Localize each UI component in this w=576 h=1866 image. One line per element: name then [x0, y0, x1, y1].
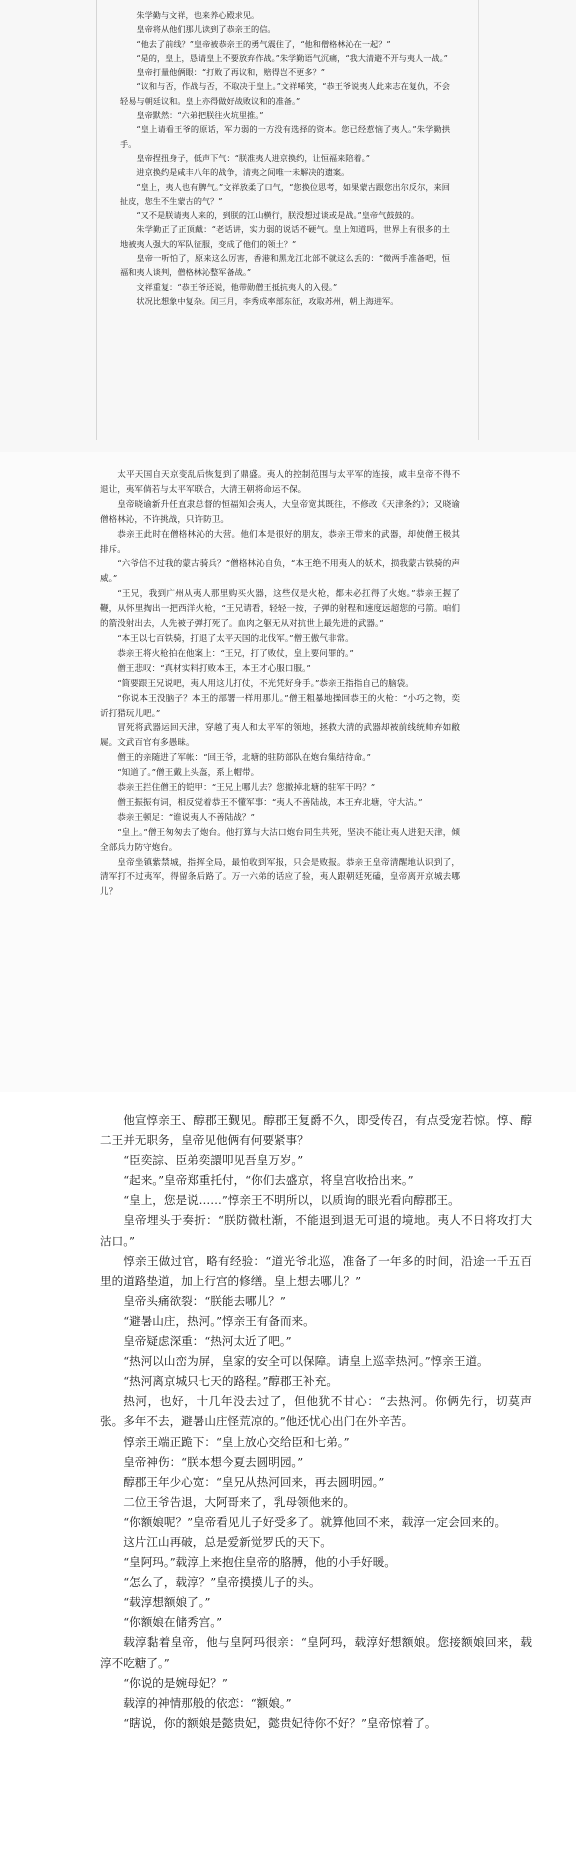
- page-edge-line: [478, 0, 479, 440]
- paragraph: 醇郡王年少心宽：“皇兄从热河回来，再去圆明园。”: [123, 1474, 385, 1489]
- paragraph: “热河以山峦为屏，皇家的安全可以保障。请皇上巡幸热河。”惇亲王道。: [123, 1354, 489, 1369]
- paragraph: 僧王悲叹：“真材实料打败本王，本王才心服口服。”: [117, 663, 311, 674]
- page-text-column: [100, 468, 460, 900]
- page-fold-line: [96, 0, 97, 440]
- paragraph: 皇帝疑虑深重：“热河太近了吧。”: [123, 1334, 292, 1349]
- paragraph: “臣奕誴、臣弟奕譞叩见吾皇万岁。”: [123, 1153, 304, 1168]
- page-text-column: [120, 8, 450, 308]
- paragraph: “简要跟王兄说吧，夷人用这儿打仗，不光凭好身手。”恭亲王指指自己的脑袋。: [117, 678, 414, 689]
- paragraph: “皇上请看王爷的原话，军力弱的一方没有选择的资本。您已经惹恼了夷人。”朱学勤拱手。: [120, 124, 450, 149]
- paragraph: “皇上，您是说……”惇亲王不明所以，以质询的眼光看向醇郡王。: [123, 1193, 460, 1208]
- paragraph: 冒死将武器运回天津，穿越了夷人和太平军的领地，拯救大清的武器却被前线统帅弃如敝屣。文武百官有多愚昧。: [100, 723, 460, 749]
- paragraph: “避暑山庄，热河。”惇亲王有备而来。: [123, 1313, 315, 1328]
- paragraph: 皇帝晓谕新升任直隶总督的恒福知会夷人，大皇帝宽其既往，不修改《天津条约》；又晓谕僧格林沁，不许挑战，只许防卫。: [100, 499, 460, 525]
- paragraph: 僧王振振有词，相反觉着恭王不懂军事：“夷人不善陆战，本王弃北塘，守大沽。”: [117, 797, 423, 808]
- paragraph: “皇上，夷人也有脾气。”文祥放柔了口气，“您换位思考，如果蒙古跟您出尔反尔，来回扯皮，您生不生蒙古的气？”: [120, 181, 450, 206]
- paragraph: 文祥重复：“恭王爷还说，他带勋僧王抵抗夷人的入侵。”: [136, 281, 338, 292]
- paragraph: 皇帝头痛欲裂：“朕能去哪儿？”: [123, 1293, 286, 1308]
- paragraph: 皇帝坐镇紫禁城，指挥全局，最怕收到军报，只会是败报。恭亲王皇帝清醒地认识到了，清军打不过夷军，得留条后路了。万一六弟的话应了验，夷人跟朝廷死磕，皇帝离开京城去哪儿？: [100, 857, 460, 898]
- paragraph: “皇上。”僧王匆匆去了炮台。他打算与大沽口炮台同生共死，坚决不能让夷人进犯天津，倾全部兵力防守炮台。: [100, 827, 460, 853]
- paragraph: 皇帝埋头于奏折：“朕防微杜渐，不能退到退无可退的境地。夷人不日将攻打大沽口。”: [100, 1213, 532, 1248]
- paragraph: 恭亲王顿足：“谁说夷人不善陆战？”: [117, 812, 255, 823]
- paragraph: 这片江山再破，总是爱新觉罗氏的天下。: [123, 1534, 332, 1549]
- paragraph: “六爷信不过我的蒙古骑兵？”僧格林沁自负，“本王绝不用夷人的妖术，损我蒙古铁骑的声威。”: [100, 559, 460, 585]
- paragraph: “载淳想额娘了。”: [123, 1595, 211, 1610]
- paragraph: “怎么了，载淳？”皇帝摸摸儿子的头。: [123, 1575, 321, 1590]
- paragraph: “你额娘呢？”皇帝看见儿子好受多了。就算他回不来，载淳一定会回来的。: [123, 1514, 507, 1529]
- paragraph: 恭亲王拦住僧王的铠甲：“王兄上哪儿去？您撤掉北塘的驻军干吗？”: [117, 783, 376, 794]
- paragraph: “他去了前线？”皇帝被恭亲王的勇气震住了，“他和僧格林沁在一起？”: [136, 38, 391, 49]
- paragraph: 载淳的神情那般的依恋：“额娘。”: [123, 1695, 292, 1710]
- paragraph: “你额娘在储秀宫。”: [123, 1615, 222, 1630]
- paragraph: 皇帝一听怕了，原来这么厉害，香港和黑龙江北部不就这么丢的：“微两手准备吧，恒福和夷人谈判，僧格林沁整军备战。”: [120, 253, 450, 278]
- paragraph: 惇亲王端正跪下：“皇上放心交给臣和七弟。”: [123, 1434, 350, 1449]
- paragraph: 僧王的亲随进了军帐：“回王爷，北塘的驻防部队在炮台集结待命。”: [117, 753, 371, 764]
- paragraph: 皇帝将从他们那儿读到了恭亲王的信。: [136, 24, 276, 35]
- page-text-column: [100, 1110, 532, 1733]
- paragraph: “议和与否，作战与否，不取决于皇上。”文祥唏笑，“恭王爷说夷人此来志在复仇，不会轻易与朝廷议和。皇上亦得做好战败议和的准备。”: [120, 81, 450, 106]
- paragraph: “知道了。”僧王戴上头盔，系上帽带。: [117, 768, 260, 779]
- paragraph: 二位王爷告退，大阿哥来了，乳母领他来的。: [123, 1494, 356, 1509]
- paragraph: 皇帝打量他俩眼：“打败了再议和，赔得岂不更多？”: [136, 67, 325, 78]
- paragraph: “本王以七百铁骑，打退了太平天国的北伐军。”僧王傲气非常。: [117, 633, 354, 644]
- paragraph: “你说的是婉母妃？”: [123, 1675, 228, 1690]
- paragraph: 朱学勤正了正顶戴：“老话讲，实力弱的说话不硬气。皇上知道吗，世界上有很多的土地被夷人强大的军队征服，变成了他们的领土？”: [120, 224, 450, 249]
- paragraph: “起来。”皇帝郑重托付，“你们去盛京，将皇宫收拾出来。”: [123, 1173, 414, 1188]
- paragraph: “又不是朕请夷人来的，到朕的江山横行，朕没想过谈或是战。”皇帝气鼓鼓的。: [136, 210, 420, 221]
- paragraph: 恭亲王此时在僧格林沁的大营。他们本是很好的朋友，恭亲王带来的武器，却使僧王极其排斥。: [100, 529, 460, 555]
- paragraph: 恭亲王将火枪拍在他案上：“王兄，打了败仗，皇上要问罪的。”: [117, 648, 354, 659]
- paragraph: 载淳黏着皇帝，他与皇阿玛很亲：“皇阿玛，载淳好想额娘。您接额娘回来，载淳不吃糖了。”: [100, 1635, 532, 1670]
- paragraph: 朱学勤与文祥，也来养心殿求见。: [136, 10, 260, 20]
- paragraph: 太平天国自天京变乱后恢复到了鼎盛。夷人的控制范围与太平军的连接，咸丰皇帝不得不退让，夷军倘若与太平军联合，大清王朝将命运不保。: [100, 470, 460, 495]
- book-page-scan-3: [0, 1092, 576, 1866]
- paragraph: 他宣惇亲王、醇郡王觐见。醇郡王复爵不久，即受传召，有点受宠若惊。惇、醇二王并无职务，皇帝见他俩有何要紧事？: [100, 1113, 532, 1148]
- paragraph: “你说本王没脑子？本王的部署一样用那儿。”僧王粗暴地操回恭王的火枪：“小巧之物，奕䜣打猎玩儿吧。”: [100, 693, 460, 719]
- paragraph: 皇帝神伤：“朕本想今夏去圆明园。”: [123, 1454, 304, 1469]
- book-page-scan-1: [0, 0, 576, 452]
- paragraph: “热河离京城只七天的路程。”醇郡王补充。: [123, 1374, 338, 1389]
- paragraph: 皇帝默然：“六弟把朕往火坑里推。”: [136, 110, 264, 121]
- book-page-scan-2: [0, 452, 576, 1092]
- paragraph: “皇阿玛。”载淳上来抱住皇帝的胳膊，他的小手好暖。: [123, 1555, 396, 1570]
- paragraph: 惇亲王做过官，略有经验：“道光爷北巡，准备了一年多的时间，沿途一千五百里的道路垫道，加上行宫的修缮。皇上想去哪儿？”: [100, 1253, 532, 1288]
- paragraph: “是的，皇上，恳请皇上不要放弃作战。”朱学勤语气沉痛，“我大清避不开与夷人一战。”: [136, 52, 448, 63]
- paragraph: “王兄，我到广州从夷人那里购买火器，这些仅是火枪，都未必扛得了火炮。”恭亲王握了鞭，从怀里掏出一把西洋火枪，“王兄请看，轻轻一按，子弹的射程和速度远超您的弓箭。咱们的箭没射出去，人先被子弹打死了。血肉之躯无从对抗世上最先进的武器。”: [100, 589, 460, 630]
- paragraph: 皇帝捏扭身子，低声下气：“朕准夷人进京换约，让恒福来陪着。”: [136, 152, 370, 163]
- paragraph: 进京换约是咸丰八年的战争，清夷之间唯一未解决的遗案。: [136, 167, 350, 178]
- paragraph: “瞎说，你的额娘是懿贵妃，懿贵妃待你不好？”皇帝惊着了。: [123, 1715, 437, 1730]
- paragraph: 热河，也好，十几年没去过了，但他犹不甘心：“去热河。你俩先行，切莫声张。多年不去，避暑山庄怪荒凉的。”他还忧心出门在外辛苦。: [100, 1394, 532, 1429]
- paragraph: 状况比想象中复杂。闰三月，李秀成率部东征，攻取苏州，朝上海进军。: [136, 295, 399, 306]
